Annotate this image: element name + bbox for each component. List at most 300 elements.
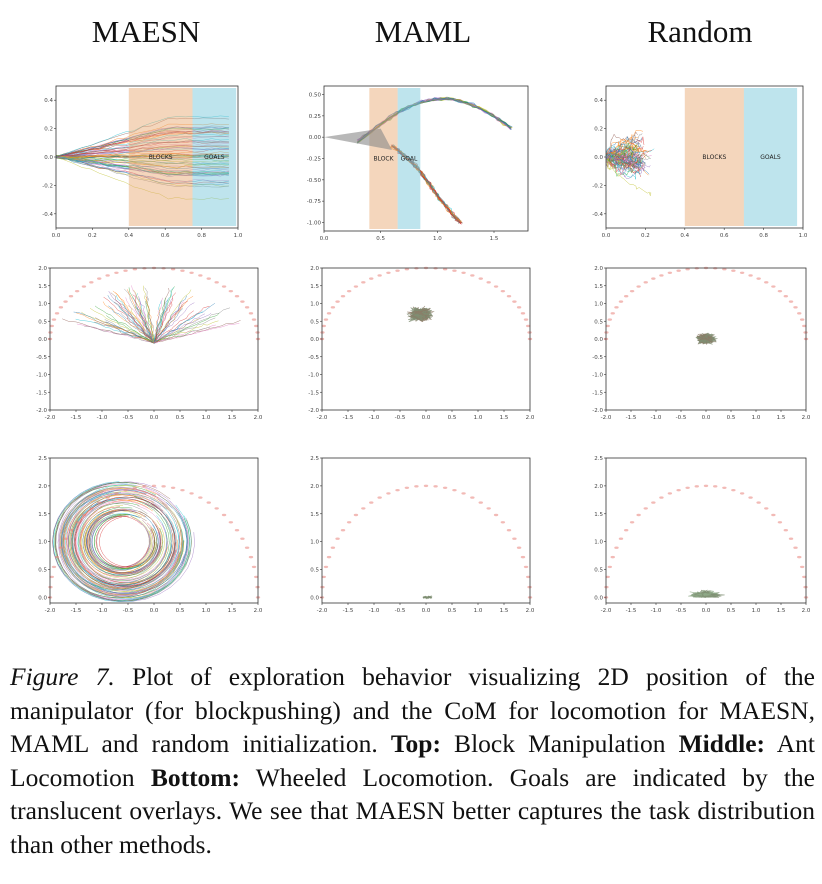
goal-marker [517,547,521,549]
x-tick-label: -1.5 [342,415,354,421]
goal-marker [180,270,184,272]
y-tick-label: 1.5 [594,511,603,518]
trajectory [90,516,148,567]
goal-marker [386,272,390,274]
y-tick-label: -0.25 [306,156,321,163]
goal-marker [320,331,324,333]
goal-marker [69,529,73,531]
y-tick-label: 2.0 [38,483,47,490]
goal-marker [320,586,324,588]
goal-marker [494,514,498,516]
goal-marker [668,272,672,274]
goal-marker [713,485,717,487]
goal-marker [335,300,339,302]
y-tick-label: 2.5 [310,456,319,462]
goal-marker [611,556,615,558]
x-tick-label: -1.0 [96,415,108,421]
goal-marker [527,586,531,588]
y-tick-label: -1.0 [592,372,603,379]
x-tick-label: -1.5 [625,608,637,614]
goal-marker [521,556,525,558]
goals-overlay-label: GOALS [760,154,781,161]
goal-marker [75,521,79,523]
x-tick-label: -1.0 [650,415,662,421]
y-tick-label: -0.50 [306,177,321,184]
goal-marker [59,547,63,549]
goal-marker [479,277,483,279]
axes-frame [322,458,530,603]
axes-frame [324,86,528,231]
plot-body [688,590,725,597]
x-tick-label: 0.4 [680,233,690,239]
goal-marker [512,300,516,302]
goal-marker [748,496,752,498]
plot-wheel-maesn [28,452,264,617]
trajectory [99,517,156,567]
goal-marker [797,312,801,314]
y-tick-label: -1.0 [308,372,319,379]
goal-marker [619,300,623,302]
x-tick-label: 0.0 [149,415,159,421]
goal-marker [676,270,680,272]
y-tick-label: -1.5 [592,390,603,397]
goal-marker [668,492,672,494]
goal-marker [89,507,93,509]
goal-marker [778,521,782,523]
caption-middle-text: Ant Locomotion [10,729,815,792]
goal-marker [433,485,437,487]
x-tick-label: 1.5 [499,415,509,421]
goal-marker [443,487,447,489]
goal-marker [75,290,79,292]
goal-marker [341,529,345,531]
goal-marker [395,270,399,272]
goal-marker [731,489,735,491]
goal-marker [685,487,689,489]
goal-marker [369,277,373,279]
goal-marker [347,521,351,523]
goal-marker [644,507,648,509]
x-tick-label: 0.0 [421,608,431,614]
goal-marker [171,487,175,489]
y-tick-label: -2.0 [36,408,47,414]
goal-marker [494,285,498,287]
goal-marker [235,529,239,531]
goal-marker [797,556,801,558]
trajectory-wedge [324,129,392,150]
x-tick-label: 0.0 [319,236,329,242]
goal-marker [452,489,456,491]
goal-marker [470,496,474,498]
x-tick-label: 0.0 [701,415,711,421]
x-tick-label: 0.8 [197,233,206,239]
goal-marker [222,285,226,287]
goal-marker [48,586,52,588]
x-tick-label: 1.0 [432,236,442,242]
x-tick-label: 1.5 [499,608,509,614]
y-tick-label: -1.5 [36,390,47,397]
x-tick-label: 0.5 [447,415,457,421]
y-tick-label: 0.2 [594,126,603,133]
goal-marker [636,514,640,516]
goal-marker [82,285,86,287]
goal-marker [644,281,648,283]
x-tick-label: 1.0 [798,233,808,239]
goal-marker [249,556,253,558]
y-tick-label: 1.5 [38,283,47,290]
goal-marker [507,529,511,531]
goal-marker [793,306,797,308]
goal-marker [214,281,218,283]
goal-marker [800,318,804,320]
goal-marker [59,306,63,308]
x-tick-label: 0.8 [759,233,768,239]
x-tick-label: 0.0 [421,415,431,421]
x-tick-label: 1.5 [489,236,499,242]
figure-caption [10,660,815,861]
x-tick-label: -1.0 [96,608,108,614]
x-tick-label: 2.0 [801,415,811,421]
x-tick-label: -0.5 [122,415,134,421]
caption-top-label: Top: [390,729,441,758]
x-tick-label: 1.0 [201,415,211,421]
goal-marker [764,507,768,509]
goal-marker [327,556,331,558]
goal-marker [161,485,165,487]
goals-overlay-label: GOALS [204,154,225,161]
plot-ant-maml [300,262,536,424]
plot-body [606,130,654,196]
y-tick-label: 0.0 [38,337,47,343]
y-tick-label: 0.0 [594,595,603,602]
goal-marker [97,501,101,503]
x-tick-label: 1.0 [751,608,761,614]
goal-marker [189,492,193,494]
x-tick-label: 1.0 [233,233,243,239]
y-tick-label: 0.0 [38,595,47,602]
goal-marker [63,300,67,302]
goal-marker [524,566,528,568]
y-tick-label: 0.5 [310,319,319,326]
x-tick-label: 2.0 [525,415,535,421]
goal-marker [604,586,608,588]
y-tick-label: -1.00 [306,220,321,227]
y-tick-label: 0.50 [308,92,321,99]
y-tick-label: 1.0 [38,539,47,546]
goal-marker [331,306,335,308]
goal-marker [341,295,345,297]
goal-marker [789,538,793,540]
goal-marker [803,586,807,588]
trajectory [58,482,195,602]
x-tick-label: -2.0 [44,415,56,421]
goal-marker [52,566,56,568]
x-tick-label: -1.5 [70,608,82,614]
goal-marker [252,318,256,320]
y-tick-label: 1.5 [38,511,47,518]
goal-marker [624,529,628,531]
caption-middle-label: Middle: [678,729,766,758]
goal-marker [624,295,628,297]
goals-overlay-label: GOAL [400,155,418,163]
goal-marker [69,295,73,297]
plot-body [52,482,194,602]
goal-marker [461,272,465,274]
x-tick-label: 0.6 [719,233,729,239]
plot-wheel-maml [300,452,536,617]
x-tick-label: -1.5 [70,415,82,421]
plot-body [696,333,718,345]
x-tick-label: 1.5 [227,608,237,614]
figure-label: Figure 7. [10,662,115,691]
x-tick-label: 0.0 [51,233,61,239]
goal-marker [123,270,127,272]
goal-marker [756,277,760,279]
goal-marker [651,277,655,279]
goal-marker [486,281,490,283]
goal-marker [608,318,612,320]
y-tick-label: 2.5 [594,456,603,462]
x-tick-label: 1.0 [473,608,483,614]
x-tick-label: -2.0 [316,415,328,421]
goal-marker [659,274,663,276]
x-tick-label: 0.0 [701,608,711,614]
x-tick-label: -0.5 [394,415,406,421]
x-tick-label: -2.0 [44,608,56,614]
goal-marker [55,312,59,314]
goal-marker [354,285,358,287]
goal-marker [229,290,233,292]
y-tick-label: -1.5 [308,390,319,397]
axes-frame [322,268,530,410]
goal-marker [214,507,218,509]
y-tick-label: 0.0 [310,595,319,602]
goal-marker [630,521,634,523]
goal-marker [619,538,623,540]
goal-marker [740,492,744,494]
goal-marker [676,489,680,491]
goal-marker [324,566,328,568]
goal-marker [479,501,483,503]
x-tick-label: -1.0 [368,415,380,421]
goal-marker [789,300,793,302]
x-tick-label: 1.5 [776,415,786,421]
y-tick-label: -0.5 [308,354,319,361]
caption-top-text: Block Manipulation [440,729,679,758]
goal-marker [52,318,56,320]
x-tick-label: 0.5 [175,608,185,614]
goal-marker [82,514,86,516]
y-tick-label: 2.0 [594,483,603,490]
goal-marker [240,538,244,540]
goal-marker [486,507,490,509]
y-tick-label: 0.5 [310,567,319,574]
x-tick-label: -2.0 [316,608,328,614]
x-tick-label: 1.0 [473,415,483,421]
goal-marker [386,492,390,494]
x-tick-label: 1.0 [751,415,761,421]
goal-marker [452,270,456,272]
goal-marker [245,547,249,549]
goal-marker [704,485,708,487]
goal-marker [255,331,259,333]
plot-ant-random [584,262,812,424]
x-tick-label: -0.5 [675,415,687,421]
goal-marker [659,496,663,498]
goal-marker [327,312,331,314]
goal-marker [608,566,612,568]
x-tick-label: 2.0 [801,608,811,614]
x-tick-label: -0.5 [394,608,406,614]
y-tick-label: 0.0 [310,337,319,343]
goal-marker [784,529,788,531]
x-tick-label: -0.5 [675,608,687,614]
trajectory [96,516,154,567]
x-tick-label: -0.5 [122,608,134,614]
goal-marker [377,274,381,276]
goal-marker [800,566,804,568]
y-tick-label: -0.5 [36,354,47,361]
x-tick-label: 0.5 [726,608,736,614]
y-tick-label: 1.5 [594,283,603,290]
y-tick-label: 0.0 [594,155,603,161]
trajectory [94,515,155,568]
goal-marker [501,290,505,292]
plot-body [407,306,433,322]
x-tick-label: -1.5 [342,608,354,614]
goal-marker [731,270,735,272]
blocks-overlay-label: BLOCKS [148,154,173,161]
y-tick-label: 1.0 [310,539,319,546]
x-tick-label: 0.0 [149,608,159,614]
plot-body [423,596,433,599]
y-tick-label: 0.5 [38,319,47,326]
goal-marker [229,521,233,523]
y-tick-label: 1.0 [38,301,47,308]
goal-marker [142,485,146,487]
goal-marker [48,331,52,333]
goal-marker [377,496,381,498]
x-tick-label: -2.0 [600,415,612,421]
y-tick-label: 2.0 [310,483,319,490]
y-tick-label: 0.25 [308,113,321,120]
goal-marker [97,277,101,279]
goal-marker [756,501,760,503]
caption-bottom-label: Bottom: [150,762,241,792]
goal-marker [722,487,726,489]
x-tick-label: 0.2 [88,233,97,239]
goal-marker [461,492,465,494]
blocks-overlay-label: BLOCK [373,155,394,163]
goal-marker [207,277,211,279]
goal-marker [369,501,373,503]
x-tick-label: -2.0 [600,608,612,614]
goal-marker [133,487,137,489]
goal-marker [89,281,93,283]
y-tick-label: 1.0 [594,301,603,308]
plot-wheel-random [584,452,812,617]
goal-marker [771,285,775,287]
blocks-overlay-label: BLOCKS [702,154,727,161]
y-tick-label: 1.5 [310,511,319,518]
goal-marker [249,312,253,314]
y-tick-label: 0.0 [594,337,603,343]
caption-text: Plot of exploration behavior visualizing 2D position of the manipulator (for blockpushing) and the CoM for locomotion for MAESN, MAML and random initialization. [10,662,815,758]
y-tick-label: 0.4 [44,98,53,105]
goal-marker [405,487,409,489]
x-tick-label: 0.6 [160,233,170,239]
goal-marker [331,547,335,549]
x-tick-label: 2.0 [525,608,535,614]
goal-marker [240,300,244,302]
plot-block-maml [302,80,534,245]
goal-marker [105,274,109,276]
goal-marker [105,496,109,498]
goal-marker [114,272,118,274]
column-title-maml: MAML [374,14,472,49]
goal-marker [521,312,525,314]
goal-marker [361,507,365,509]
y-tick-label: -1.0 [36,372,47,379]
y-tick-label: 2.5 [38,456,47,462]
goal-marker [512,538,516,540]
y-tick-label: 2.0 [594,266,603,272]
goal-marker [695,485,699,487]
goal-marker [198,274,202,276]
goal-marker [636,285,640,287]
y-tick-label: 1.0 [594,539,603,546]
y-tick-label: 0.00 [308,135,321,142]
goal-marker [630,290,634,292]
goal-marker [470,274,474,276]
x-tick-label: 0.5 [376,236,386,242]
goal-marker [63,538,67,540]
goal-marker [604,331,608,333]
goal-marker [361,281,365,283]
goal-marker [414,485,418,487]
goal-marker [740,272,744,274]
y-tick-label: 1.0 [310,301,319,308]
column-title-maesn: MAESN [91,14,201,49]
axes-frame [606,458,806,603]
y-tick-label: 0.5 [594,319,603,326]
goal-marker [335,538,339,540]
goal-marker [152,485,156,487]
goal-marker [324,318,328,320]
plot-block-random [584,80,809,242]
x-tick-label: 0.4 [124,233,134,239]
x-tick-label: 2.0 [253,608,263,614]
goal-marker [764,281,768,283]
y-tick-label: -0.2 [42,183,53,190]
goal-marker [784,295,788,297]
goal-marker [198,496,202,498]
goal-marker [235,295,239,297]
goal-marker [395,489,399,491]
x-tick-label: 2.0 [253,415,263,421]
goal-marker [517,306,521,308]
y-tick-label: 1.5 [310,283,319,290]
plot-ant-maesn [28,262,264,424]
goal-marker [252,566,256,568]
y-tick-label: -0.2 [592,183,603,190]
goal-marker [222,514,226,516]
goal-marker [524,318,528,320]
x-tick-label: 0.5 [447,608,457,614]
column-title-random: Random [647,14,753,49]
goal-marker [207,501,211,503]
goal-marker [748,274,752,276]
